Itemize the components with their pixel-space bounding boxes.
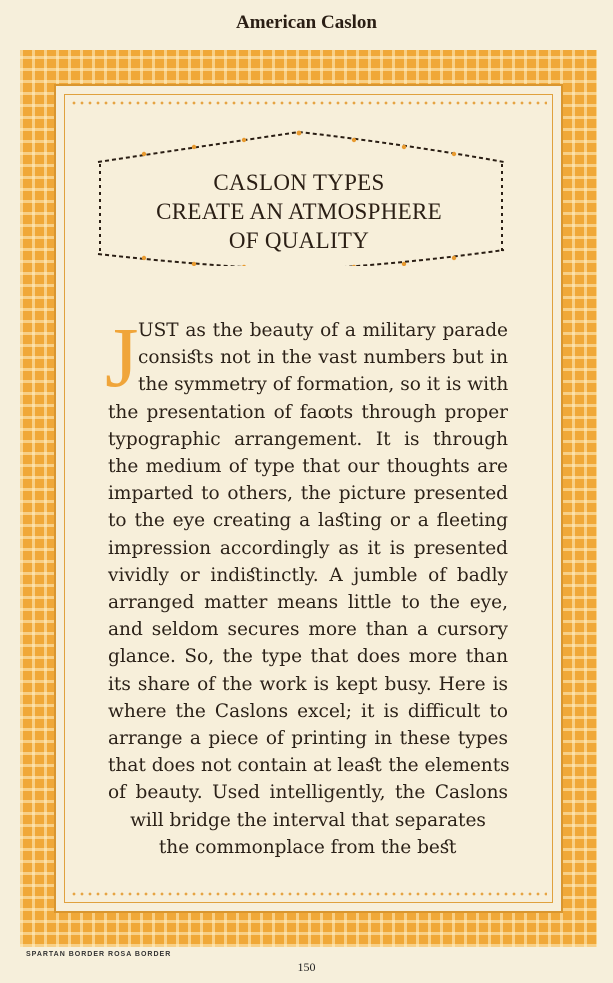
body-line: that does not contain at leaﬆ the elements (108, 755, 510, 777)
heading-line: OF QUALITY (228, 228, 370, 253)
heading (84, 168, 514, 255)
body-line: of beauty. Used intelligently, the Caslons (108, 782, 508, 804)
body-line: arrange a piece of printing in these types (108, 728, 508, 750)
border-caption: SPARTAN BORDER ROSA BORDER (26, 951, 172, 958)
body-line: arranged matter means little to the eye, (108, 592, 508, 614)
body-line: the medium of type that our thoughts are (108, 456, 508, 478)
body-line: consiﬆs not in the vast numbers but in (138, 347, 508, 369)
body-line: impression accordingly as it is presented (108, 537, 508, 559)
heading-line: CASLON TYPES (213, 170, 385, 195)
body-line: and seldom secures more than a cursory (108, 619, 508, 641)
heading-line: CREATE AN ATMOSPHERE (156, 199, 442, 224)
body-line: where the Caslons excel; it is difficult to (108, 700, 508, 722)
body-line: typographic arrangement. It is through (108, 428, 508, 450)
dotted-rule-bottom (70, 891, 547, 897)
body-line: its share of the work is kept busy. Here is (108, 673, 508, 695)
page-number: 150 (297, 960, 316, 974)
drop-cap: J (105, 309, 139, 405)
body-line: vividly or indiﬆinctly. A jumble of badly (108, 564, 508, 586)
body-line: the commonplace from the beﬆ (158, 836, 458, 858)
body-line: the symmetry of formation, so it is with (138, 374, 509, 396)
page-header-title: American Caslon (236, 12, 377, 33)
body-line: imparted to others, the picture presented (108, 483, 508, 505)
body-line: glance. So, the type that does more than (108, 646, 508, 668)
title-cartouche (84, 106, 514, 266)
body-line: UST as the beauty of a military parade (138, 320, 508, 341)
body-line: will bridge the interval that separates (130, 809, 486, 831)
body-line: the presentation of faꝏts through proper (108, 401, 508, 423)
body-line: to the eye creating a laﬆing or a fleeting (108, 510, 508, 532)
body-paragraph (108, 317, 508, 861)
